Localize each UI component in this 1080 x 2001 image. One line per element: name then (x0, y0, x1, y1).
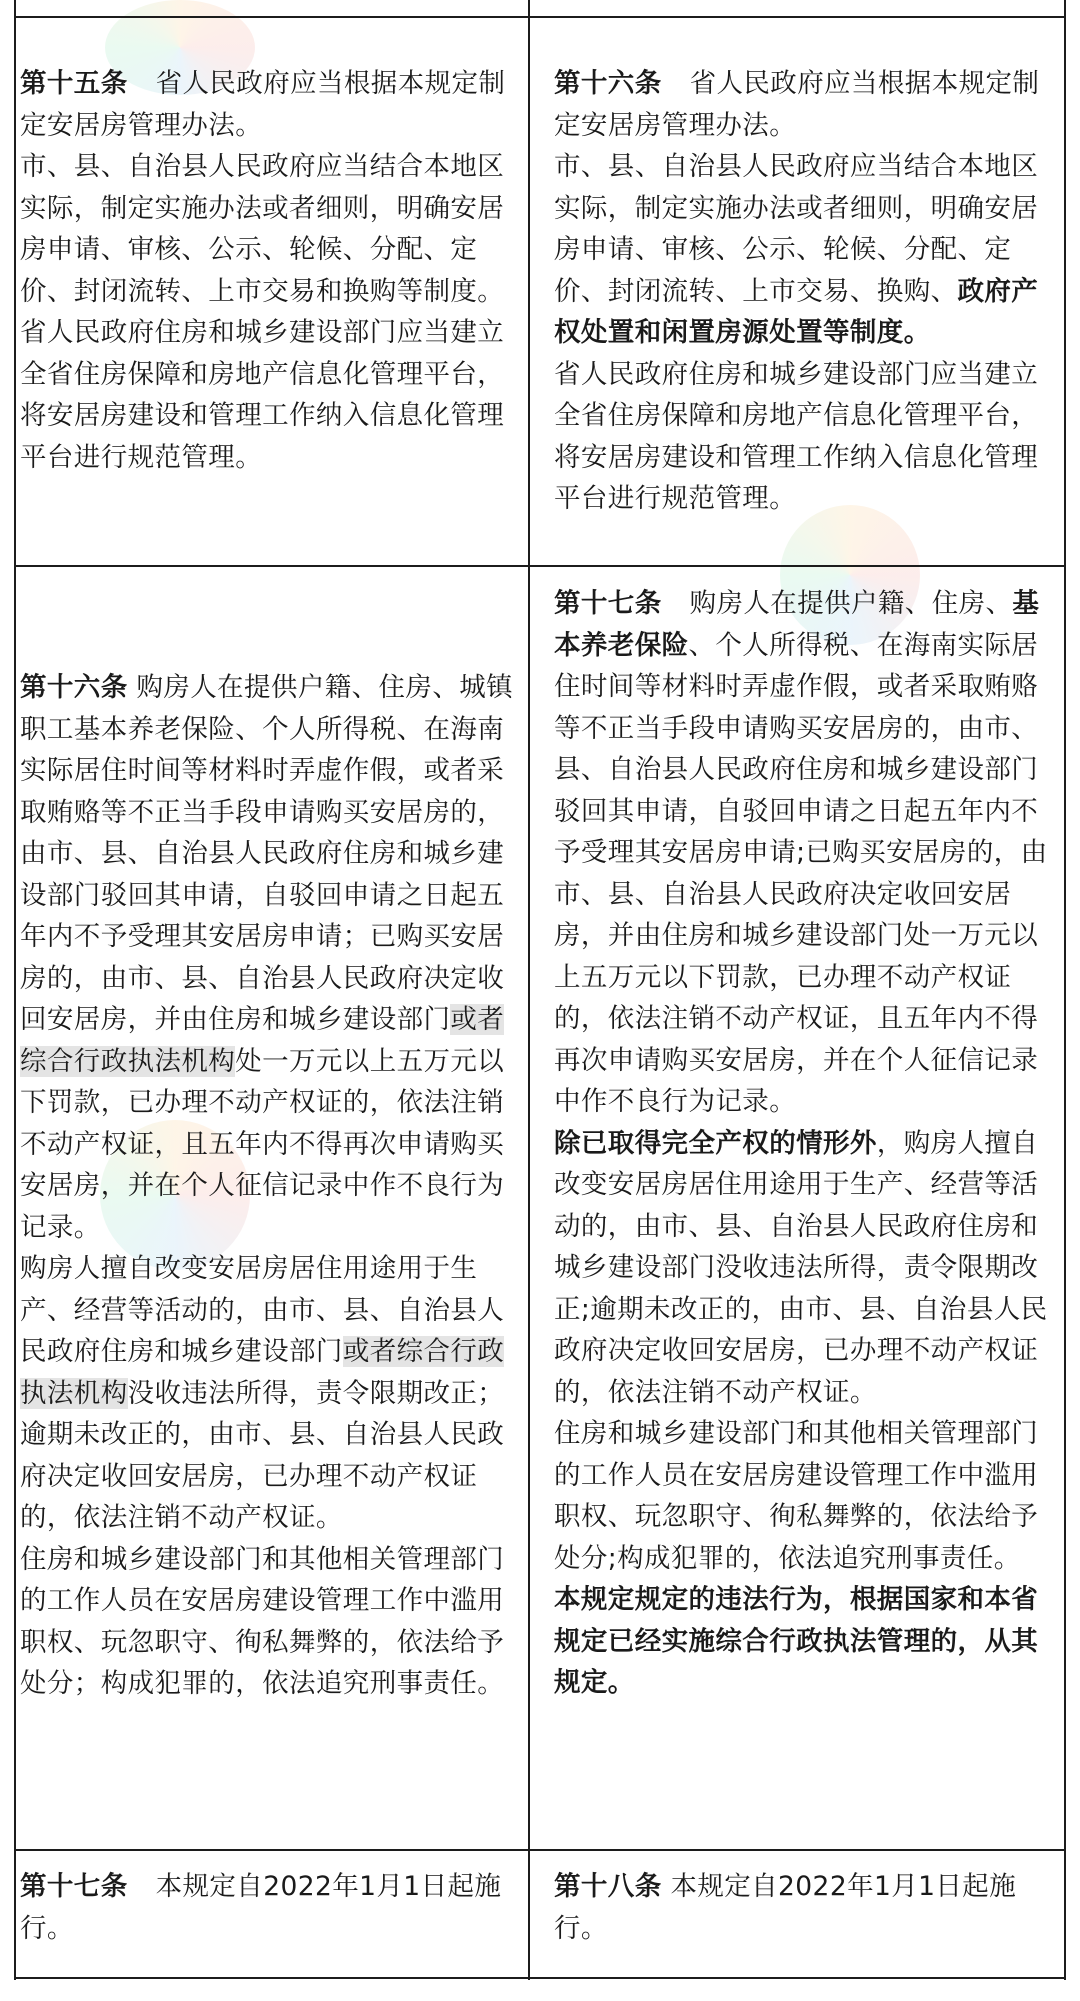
paragraph: 市、县、自治县人民政府应当结合本地区实际，制定实施办法或者细则，明确安居房申请、审核、公示、轮候、分配、定价、封闭流转、上市交易和换购等制度。 (20, 151, 505, 307)
article-heading: 第十八条 (554, 1871, 662, 1902)
table-border-right (1064, 0, 1066, 1980)
left-article-16 (20, 667, 524, 1705)
row-divider (14, 1849, 1066, 1851)
paragraph: 本规定自2022年1月1日起施行。 (20, 1871, 502, 1944)
paragraph: 省人民政府应当根据本规定制定安居房管理办法。 (20, 68, 506, 141)
bold-amendment: 本规定规定的违法行为，根据国家和本省规定已经实施综合行政执法管理的，从其规定。 (554, 1584, 1039, 1698)
table-column-divider (528, 0, 530, 1980)
right-article-17 (554, 583, 1058, 1704)
article-heading: 第十七条 (20, 1871, 128, 1902)
article-heading: 第十七条 (554, 588, 662, 619)
bold-amendment: 政府产权处置和闲置房源处置等制度。 (554, 275, 1039, 348)
table-border-left (14, 0, 16, 1980)
highlighted-deletion: 或者综合行政执法机构 (20, 1336, 505, 1409)
paragraph: 购房人在提供户籍、住房、城镇职工基本养老保险、个人所得税、在海南实际居住时间等材料时弄虚作假，或者采取贿赂等不正当手段申请购买安居房的，由市、县、自治县人民政府住房和城乡建设部门驳回其申请，自驳回申请之日起五年内不予受理其安居房申请；已购买安居房的，由市、县、自治县人民政府决定收回安居房，并由住房和城乡建设部门 (20, 672, 514, 1035)
row-divider (14, 565, 1066, 567)
paragraph: 住房和城乡建设部门和其他相关管理部门的工作人员在安居房建设管理工作中滥用职权、玩忽职守、徇私舞弊的，依法给予处分；构成犯罪的，依法追究刑事责任。 (20, 1543, 505, 1699)
article-heading: 第十六条 (20, 672, 128, 703)
table-border-bottom (14, 1977, 1066, 1979)
paragraph: 省人民政府应当根据本规定制定安居房管理办法。 (554, 68, 1040, 141)
right-article-16 (554, 63, 1058, 520)
paragraph: 处一万元以上五万元以下罚款，已办理不动产权证的，依法注销不动产权证，且五年内不得再次申请购买安居房，并在个人征信记录中作不良行为记录。 (20, 1045, 505, 1243)
highlighted-deletion: 或者综合行政执法机构 (20, 1004, 505, 1077)
left-article-15 (20, 63, 524, 478)
paragraph: 购房人擅自改变安居房居住用途用于生产、经营等活动的，由市、县、自治县人民政府住房和城乡建设部门 (20, 1253, 505, 1367)
paragraph: 、个人所得税、在海南实际居住时间等材料时弄虚作假，或者采取贿赂等不正当手段申请购买安居房的，由市、县、自治县人民政府住房和城乡建设部门驳回其申请，自驳回申请之日起五年内不予受理其安居房申请;已购买安居房的，由市、县、自治县人民政府决定收回安居房，并由住房和城乡建设部门处一万元以上五万元以下罚款，已办理不动产权证的，依法注销不动产权证，且五年内不得再次申请购买安居房，并在个人征信记录中作不良行为记录。 (554, 629, 1048, 1117)
article-heading: 第十五条 (20, 68, 128, 99)
paragraph: 购房人在提供户籍、住房、 (689, 588, 1013, 619)
paragraph: 本规定自2022年1月1日起施行。 (554, 1871, 1017, 1944)
right-article-18 (554, 1866, 1058, 1949)
paragraph: 住房和城乡建设部门和其他相关管理部门的工作人员在安居房建设管理工作中滥用职权、玩忽职守、徇私舞弊的，依法给予处分;构成犯罪的，依法追究刑事责任。 (554, 1418, 1039, 1574)
paragraph: 省人民政府住房和城乡建设部门应当建立全省住房保障和房地产信息化管理平台，将安居房建设和管理工作纳入信息化管理平台进行规范管理。 (554, 358, 1039, 514)
paragraph: 省人民政府住房和城乡建设部门应当建立全省住房保障和房地产信息化管理平台，将安居房建设和管理工作纳入信息化管理平台进行规范管理。 (20, 317, 505, 473)
paragraph: 没收违法所得，责令限期改正；逾期未改正的，由市、县、自治县人民政府决定收回安居房，已办理不动产权证的，依法注销不动产权证。 (20, 1377, 505, 1533)
article-heading: 第十六条 (554, 68, 662, 99)
bold-amendment: 除已取得完全产权的情形外 (554, 1127, 877, 1159)
bold-amendment: 基本养老保险 (554, 588, 1040, 661)
paragraph: 市、县、自治县人民政府应当结合本地区实际，制定实施办法或者细则，明确安居房申请、审核、公示、轮候、分配、定价、封闭流转、上市交易、换购、 (554, 151, 1039, 307)
row-divider (14, 16, 1066, 18)
left-article-17 (20, 1866, 524, 1949)
paragraph: ，购房人擅自改变安居房居住用途用于生产、经营等活动的，由市、县、自治县人民政府住房和城乡建设部门没收违法所得，责令限期改正;逾期未改正的，由市、县、自治县人民政府决定收回安居房，已办理不动产权证的，依法注销不动产权证。 (554, 1127, 1048, 1408)
